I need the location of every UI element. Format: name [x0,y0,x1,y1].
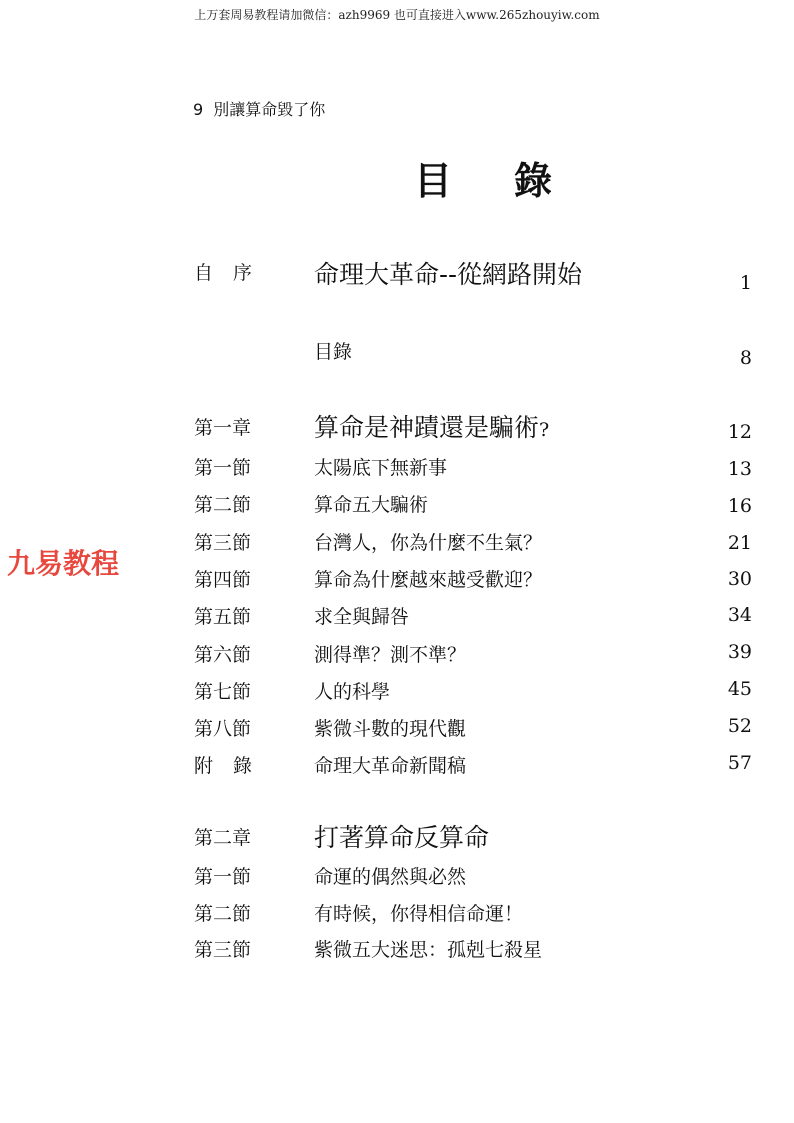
toc-title-chapter2: 打著算命反算命 [314,823,490,852]
toc-title-contents: 目錄 [314,341,353,363]
watermark-logo: 九易教程 [7,547,120,580]
toc-title-ch1-s1: 太陽底下無新事 [314,457,448,479]
toc-label-ch1-s1: 第一節 [194,457,252,479]
toc-page-ch1-appendix: 57 [727,752,752,774]
toc-page-ch1-s5: 34 [727,604,752,626]
toc-page-ch1-s3: 21 [727,532,752,554]
toc-page-ch1-s1: 13 [727,458,752,480]
toc-title-ch1-s2: 算命五大騙術 [314,494,429,516]
toc-title-ch1-s6: 測得準？測不準？ [314,644,467,666]
toc-title-ch1-appendix: 命理大革命新聞稿 [314,755,467,777]
toc-page-chapter1: 12 [727,421,752,443]
toc-title-ch2-s2: 有時候，你得相信命運！ [314,903,524,925]
toc-label-ch1-appendix: 附錄 [194,755,273,777]
running-head-book-title: 別讓算命毀了你 [213,100,326,119]
toc-page-ch1-s4: 30 [727,568,752,590]
toc-title-ch2-s3: 紫微五大迷思：孤剋七殺星 [314,939,543,961]
toc-label-ch1-s4: 第四節 [194,569,252,591]
toc-label-ch1-s7: 第七節 [194,681,252,703]
toc-title-ch1-s5: 求全與歸咎 [314,606,410,628]
toc-label-ch1-s8: 第八節 [194,718,252,740]
toc-title-chapter1 [314,408,549,444]
toc-title-chapter1-mark: ? [539,419,550,441]
toc-label-ch1-s2: 第二節 [194,494,252,516]
toc-label-ch2-s2: 第二節 [194,903,252,925]
toc-title-ch1-s7: 人的科學 [314,681,391,703]
toc-label-ch2-s3: 第三節 [194,939,252,961]
toc-page-preface: 1 [739,272,752,294]
toc-page-ch1-s2: 16 [727,495,752,517]
toc-title-ch2-s1: 命運的偶然與必然 [314,866,467,888]
header-note: 上万套周易教程请加微信：azh9969 也可直接进入www.265zhouyiw.com [194,8,600,22]
toc-page-contents: 8 [739,347,752,369]
toc-label-chapter1: 第一章 [194,417,252,439]
toc-title-ch1-s8: 紫微斗數的現代觀 [314,718,467,740]
toc-label-ch1-s5: 第五節 [194,606,252,628]
toc-title-chapter1-text: 算命是神蹟還是騙術 [314,413,540,442]
running-head [193,97,325,120]
toc-label-ch1-s6: 第六節 [194,644,252,666]
toc-page-ch1-s7: 45 [727,678,752,700]
toc-label-preface: 自序 [194,262,273,284]
toc-label-ch1-s3: 第三節 [194,532,252,554]
toc-title-ch1-s4: 算命為什麼越來越受歡迎？ [314,569,543,591]
toc-page-ch1-s6: 39 [727,641,752,663]
toc-title-preface: 命理大革命--從網路開始 [314,260,583,289]
page-title: 目錄 [414,159,615,203]
toc-label-chapter2: 第二章 [194,827,252,849]
toc-title-ch1-s3: 台灣人，你為什麼不生氣？ [314,532,543,554]
toc-label-ch2-s1: 第一節 [194,866,252,888]
running-head-page-number: 9 [193,100,204,119]
toc-page-ch1-s8: 52 [727,715,752,737]
